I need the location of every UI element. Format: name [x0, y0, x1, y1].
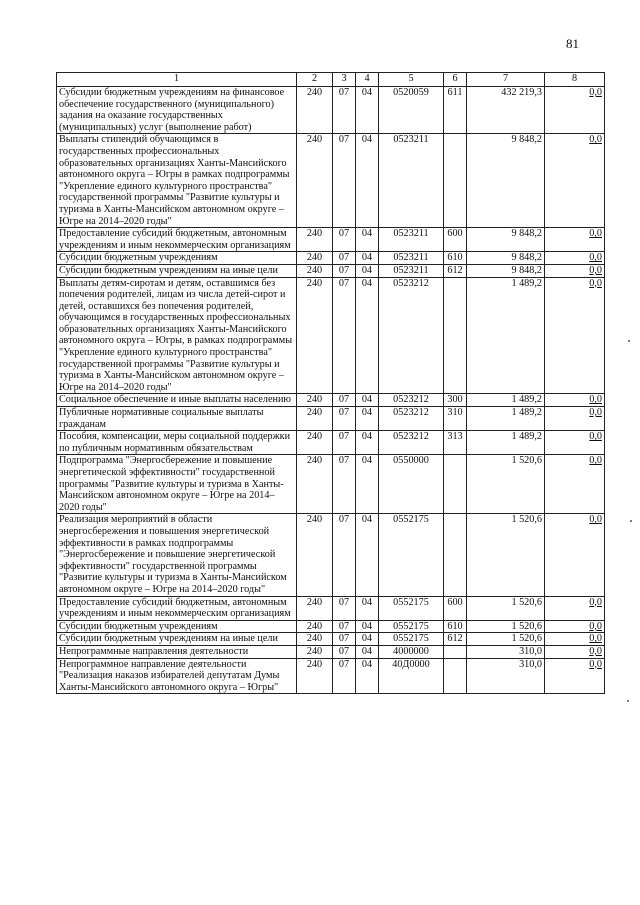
cell-amount-federal: 0,0: [545, 87, 605, 134]
table-row: [57, 645, 605, 658]
cell-target-article: 0552175: [379, 596, 444, 620]
cell-subsection: 04: [356, 645, 379, 658]
scan-speck: [627, 700, 629, 702]
cell-subsection: 04: [356, 394, 379, 407]
cell-name: Предоставление субсидий бюджетным, автономным учреждениям и иным некоммерческим организациям: [57, 596, 297, 620]
cell-subsection: 04: [356, 620, 379, 633]
cell-admin-code: 240: [297, 596, 333, 620]
table-row: [57, 596, 605, 620]
table-row: [57, 431, 605, 455]
table-row: [57, 633, 605, 646]
cell-section: 07: [333, 87, 356, 134]
cell-admin-code: 240: [297, 620, 333, 633]
cell-section: 07: [333, 431, 356, 455]
cell-section: 07: [333, 514, 356, 596]
cell-name: Субсидии бюджетным учреждениям на финансовое обеспечение государственного (муниципального) задания на оказание государственных (муниципальных) услуг (выполнение работ): [57, 87, 297, 134]
cell-subsection: 04: [356, 431, 379, 455]
cell-amount: 1 520,6: [467, 514, 545, 596]
cell-amount: 9 848,2: [467, 252, 545, 265]
cell-name: Выплаты детям-сиротам и детям, оставшимся без попечения родителей, лицам из числа детей-сирот и детей, оставшихся без попечения родителей, обучающимся в государственных профессиональных образовательных организациях Ханты-Мансийского автономного округа – Югры, в рамках подпрограммы "Укрепление единого культурного пространства" государственной программы "Развитие культуры и туризма в Ханты-Мансийском автономном округе – Югре на 2014–2020 годы": [57, 277, 297, 394]
table-row: [57, 514, 605, 596]
cell-subsection: 04: [356, 252, 379, 265]
cell-section: 07: [333, 134, 356, 228]
cell-target-article: 0552175: [379, 633, 444, 646]
column-header: 3: [333, 73, 356, 87]
cell-name: Субсидии бюджетным учреждениям на иные цели: [57, 633, 297, 646]
cell-target-article: 0523211: [379, 252, 444, 265]
cell-amount-federal: 0,0: [545, 514, 605, 596]
cell-name: Подпрограмма "Энергосбережение и повышение энергетической эффективности" государственной программы "Развитие культуры и туризма в Ханты-Мансийском автономном округе – Югре на 2014–2020 годы": [57, 455, 297, 514]
cell-amount: 1 489,2: [467, 277, 545, 394]
cell-expense-type: 611: [444, 87, 467, 134]
scan-speck: [628, 340, 630, 342]
page-number: 81: [566, 36, 579, 51]
cell-amount: 1 489,2: [467, 394, 545, 407]
cell-amount-federal: 0,0: [545, 264, 605, 277]
cell-subsection: 04: [356, 407, 379, 431]
cell-section: 07: [333, 596, 356, 620]
cell-name: Публичные нормативные социальные выплаты гражданам: [57, 407, 297, 431]
cell-name: Социальное обеспечение и иные выплаты населению: [57, 394, 297, 407]
table-row: [57, 134, 605, 228]
budget-table: [56, 72, 605, 694]
cell-amount: 9 848,2: [467, 134, 545, 228]
table-row: [57, 277, 605, 394]
cell-amount-federal: 0,0: [545, 455, 605, 514]
cell-amount: 1 489,2: [467, 431, 545, 455]
cell-section: 07: [333, 645, 356, 658]
cell-amount-federal: 0,0: [545, 658, 605, 694]
cell-target-article: 0523211: [379, 228, 444, 252]
table-row: [57, 394, 605, 407]
cell-admin-code: 240: [297, 394, 333, 407]
cell-amount: 9 848,2: [467, 264, 545, 277]
cell-expense-type: 310: [444, 407, 467, 431]
cell-amount-federal: 0,0: [545, 228, 605, 252]
cell-target-article: 0550000: [379, 455, 444, 514]
cell-expense-type: [444, 658, 467, 694]
cell-admin-code: 240: [297, 264, 333, 277]
table-row: [57, 658, 605, 694]
cell-section: 07: [333, 455, 356, 514]
table-row: [57, 252, 605, 265]
cell-amount-federal: 0,0: [545, 252, 605, 265]
cell-admin-code: 240: [297, 252, 333, 265]
cell-admin-code: 240: [297, 658, 333, 694]
cell-expense-type: 600: [444, 228, 467, 252]
cell-subsection: 04: [356, 228, 379, 252]
column-header: 1: [57, 73, 297, 87]
cell-expense-type: 612: [444, 633, 467, 646]
cell-section: 07: [333, 264, 356, 277]
cell-subsection: 04: [356, 277, 379, 394]
cell-expense-type: 313: [444, 431, 467, 455]
cell-section: 07: [333, 394, 356, 407]
table-row: [57, 455, 605, 514]
cell-name: Предоставление субсидий бюджетным, автономным учреждениям и иным некоммерческим организациям: [57, 228, 297, 252]
cell-subsection: 04: [356, 264, 379, 277]
cell-section: 07: [333, 407, 356, 431]
cell-amount-federal: 0,0: [545, 596, 605, 620]
cell-expense-type: [444, 514, 467, 596]
cell-subsection: 04: [356, 455, 379, 514]
cell-admin-code: 240: [297, 407, 333, 431]
cell-section: 07: [333, 620, 356, 633]
cell-target-article: 0523211: [379, 134, 444, 228]
cell-admin-code: 240: [297, 87, 333, 134]
cell-section: 07: [333, 633, 356, 646]
cell-amount-federal: 0,0: [545, 134, 605, 228]
cell-target-article: 0520059: [379, 87, 444, 134]
table-body: [57, 87, 605, 694]
cell-admin-code: 240: [297, 277, 333, 394]
column-header: 7: [467, 73, 545, 87]
cell-admin-code: 240: [297, 228, 333, 252]
cell-amount: 310,0: [467, 645, 545, 658]
cell-name: Субсидии бюджетным учреждениям: [57, 252, 297, 265]
cell-target-article: 0523211: [379, 264, 444, 277]
cell-amount: 1 520,6: [467, 620, 545, 633]
cell-section: 07: [333, 228, 356, 252]
cell-target-article: 40Д0000: [379, 658, 444, 694]
cell-target-article: 0552175: [379, 514, 444, 596]
cell-target-article: 4000000: [379, 645, 444, 658]
column-header: 6: [444, 73, 467, 87]
cell-expense-type: 600: [444, 596, 467, 620]
cell-name: Субсидии бюджетным учреждениям: [57, 620, 297, 633]
cell-amount: 1 520,6: [467, 633, 545, 646]
cell-admin-code: 240: [297, 645, 333, 658]
cell-amount: 1 520,6: [467, 596, 545, 620]
cell-amount-federal: 0,0: [545, 431, 605, 455]
cell-amount-federal: 0,0: [545, 394, 605, 407]
cell-expense-type: [444, 134, 467, 228]
cell-name: Выплаты стипендий обучающимся в государственных профессиональных образовательных организациях Ханты-Мансийского автономного округа – Югры в рамках подпрограммы "Укрепление единого культурного пространства" государственной программы "Развитие культуры и туризма в Ханты-Мансийском автономном округе – Югре на 2014–2020 годы": [57, 134, 297, 228]
column-header: 4: [356, 73, 379, 87]
cell-target-article: 0523212: [379, 431, 444, 455]
cell-name: Реализация мероприятий в области энергосбережения и повышения энергетической эффективности в рамках подпрограммы "Энергосбережение и повышение энергетической эффективности" государственной программы "Развитие культуры и туризма в Ханты-Мансийском автономном округе – Югре на 2014–2020 годы": [57, 514, 297, 596]
cell-amount-federal: 0,0: [545, 633, 605, 646]
cell-subsection: 04: [356, 87, 379, 134]
cell-amount-federal: 0,0: [545, 407, 605, 431]
cell-name: Субсидии бюджетным учреждениям на иные цели: [57, 264, 297, 277]
table-row: [57, 228, 605, 252]
cell-expense-type: [444, 455, 467, 514]
cell-name: Пособия, компенсации, меры социальной поддержки по публичным нормативным обязательствам: [57, 431, 297, 455]
cell-target-article: 0523212: [379, 394, 444, 407]
table-header-row: [57, 73, 605, 87]
cell-target-article: 0552175: [379, 620, 444, 633]
scan-speck: [630, 520, 632, 522]
cell-section: 07: [333, 252, 356, 265]
cell-section: 07: [333, 277, 356, 394]
cell-expense-type: 300: [444, 394, 467, 407]
cell-amount: 310,0: [467, 658, 545, 694]
column-header: 5: [379, 73, 444, 87]
cell-subsection: 04: [356, 633, 379, 646]
cell-expense-type: [444, 645, 467, 658]
column-header: 2: [297, 73, 333, 87]
cell-expense-type: 610: [444, 252, 467, 265]
cell-target-article: 0523212: [379, 407, 444, 431]
table-row: [57, 87, 605, 134]
cell-subsection: 04: [356, 658, 379, 694]
cell-admin-code: 240: [297, 431, 333, 455]
cell-admin-code: 240: [297, 455, 333, 514]
cell-amount-federal: 0,0: [545, 620, 605, 633]
cell-admin-code: 240: [297, 134, 333, 228]
cell-name: Непрограммное направление деятельности "Реализация наказов избирателей депутатам Думы Ханты-Мансийского автономного округа – Югры": [57, 658, 297, 694]
cell-admin-code: 240: [297, 633, 333, 646]
table-row: [57, 264, 605, 277]
cell-name: Непрограммные направления деятельности: [57, 645, 297, 658]
cell-amount-federal: 0,0: [545, 277, 605, 394]
cell-target-article: 0523212: [379, 277, 444, 394]
cell-subsection: 04: [356, 134, 379, 228]
cell-amount: 1 520,6: [467, 455, 545, 514]
cell-amount: 1 489,2: [467, 407, 545, 431]
cell-amount-federal: 0,0: [545, 645, 605, 658]
cell-admin-code: 240: [297, 514, 333, 596]
cell-expense-type: 610: [444, 620, 467, 633]
column-header: 8: [545, 73, 605, 87]
cell-section: 07: [333, 658, 356, 694]
cell-subsection: 04: [356, 514, 379, 596]
cell-amount: 432 219,3: [467, 87, 545, 134]
cell-expense-type: [444, 277, 467, 394]
table-row: [57, 620, 605, 633]
table-row: [57, 407, 605, 431]
cell-subsection: 04: [356, 596, 379, 620]
cell-amount: 9 848,2: [467, 228, 545, 252]
cell-expense-type: 612: [444, 264, 467, 277]
